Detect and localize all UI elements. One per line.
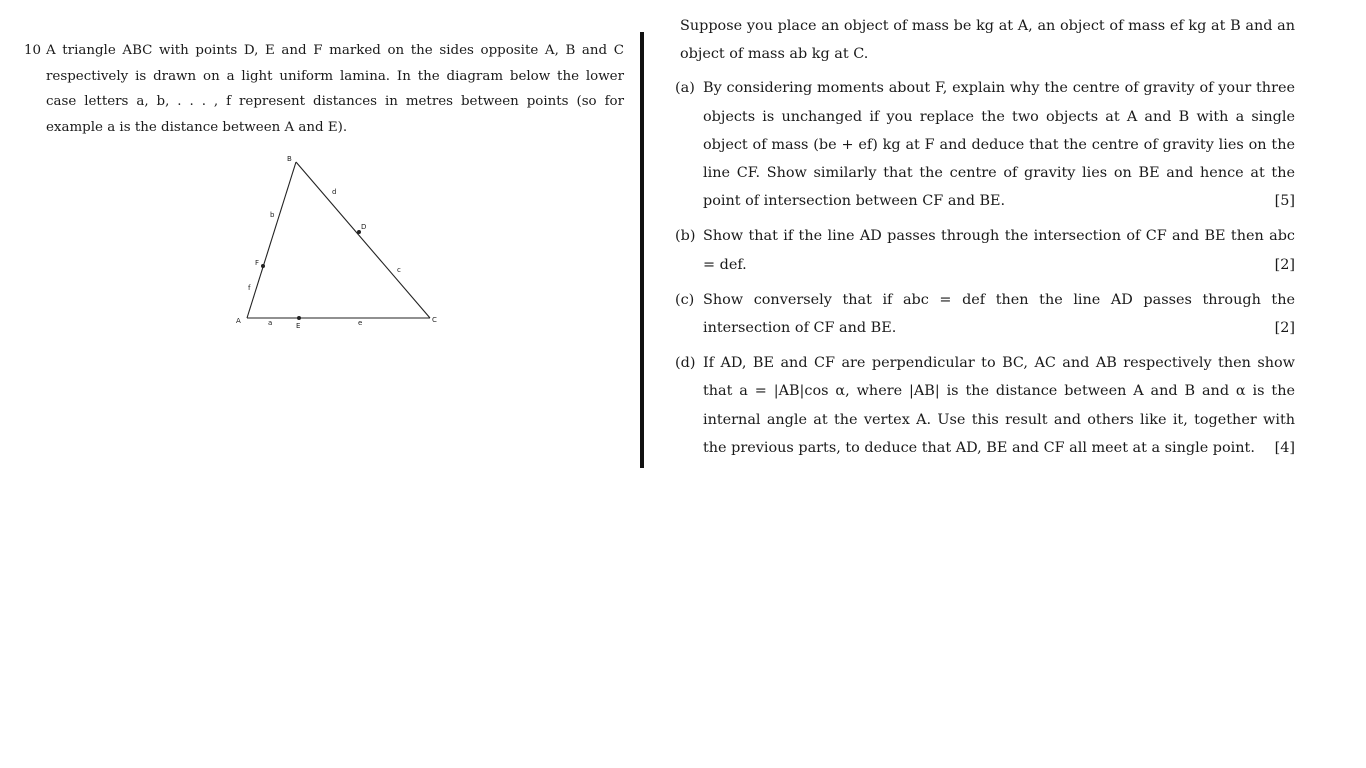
- part-text: Show that if the line AD passes through the intersection of CF and BE then abc = def.: [703, 228, 1295, 273]
- marks-badge: [2]: [1274, 320, 1295, 337]
- part-label: (b): [675, 228, 696, 245]
- part-b: [675, 222, 1295, 278]
- marks-badge: [2]: [1274, 256, 1295, 273]
- vertex-label-c: C: [432, 316, 437, 324]
- length-label-f: f: [248, 284, 251, 292]
- length-label-c: c: [397, 266, 401, 274]
- point-label-e: E: [296, 322, 301, 330]
- vertex-label-a: A: [236, 317, 241, 325]
- part-text: By considering moments about F, explain why the centre of gravity of your three objects is unchanged if you replace the two objects at A and B with a single object of mass (be + ef) kg at F and deduce that the centre of gravity lies on the line CF. Show similarly that the centre of gravity lies on BE and hence at the point of intersection between CF and BE.: [703, 80, 1295, 210]
- length-label-b: b: [270, 211, 275, 219]
- part-text: Show conversely that if abc = def then the line AD passes through the intersection of CF and BE.: [703, 291, 1295, 337]
- part-body: [703, 286, 1295, 342]
- point-f-dot: [261, 264, 265, 268]
- marks-badge: [5]: [1274, 193, 1295, 210]
- intro-paragraph: Suppose you place an object of mass be kg at A, an object of mass ef kg at B and an object of mass ab kg at C.: [680, 18, 1295, 63]
- part-label: (c): [675, 291, 695, 308]
- part-text: If AD, BE and CF are perpendicular to BC, AC and AB respectively then show that a = |AB|cos α, where |AB| is the distance between A and B and α is the internal angle at the vertex A. Use this result and others like it, together with the previous parts, to deduce that AD, BE and CF all meet at a single point.: [703, 355, 1295, 456]
- question-block: [24, 38, 624, 140]
- part-label: (d): [675, 355, 696, 372]
- point-label-d: D: [361, 223, 367, 231]
- part-body: [703, 222, 1295, 278]
- point-label-f: F: [255, 259, 260, 267]
- marks-badge: [4]: [1274, 439, 1295, 456]
- part-c: [675, 286, 1295, 342]
- part-body: [703, 349, 1295, 462]
- length-label-e: e: [358, 319, 363, 327]
- length-label-d: d: [332, 188, 337, 196]
- question-number: 10: [24, 43, 42, 58]
- vertex-label-b: B: [287, 155, 292, 163]
- parts-column: [675, 12, 1295, 469]
- side-ab: [247, 162, 296, 318]
- part-body: [703, 74, 1295, 215]
- triangle-diagram: [230, 150, 445, 330]
- column-divider: [640, 32, 644, 468]
- part-a: [675, 74, 1295, 215]
- question-text: A triangle ABC with points D, E and F marked on the sides opposite A, B and C respectively is drawn on a light uniform lamina. In the diagram below the lower case letters a, b, . . . , f represent distances in metres between points (so for example a is the distance between A and E).: [46, 43, 624, 135]
- part-d: [675, 349, 1295, 462]
- part-label: (a): [675, 80, 695, 97]
- length-label-a: a: [268, 319, 273, 327]
- side-bc: [296, 162, 430, 318]
- point-e-dot: [297, 316, 301, 320]
